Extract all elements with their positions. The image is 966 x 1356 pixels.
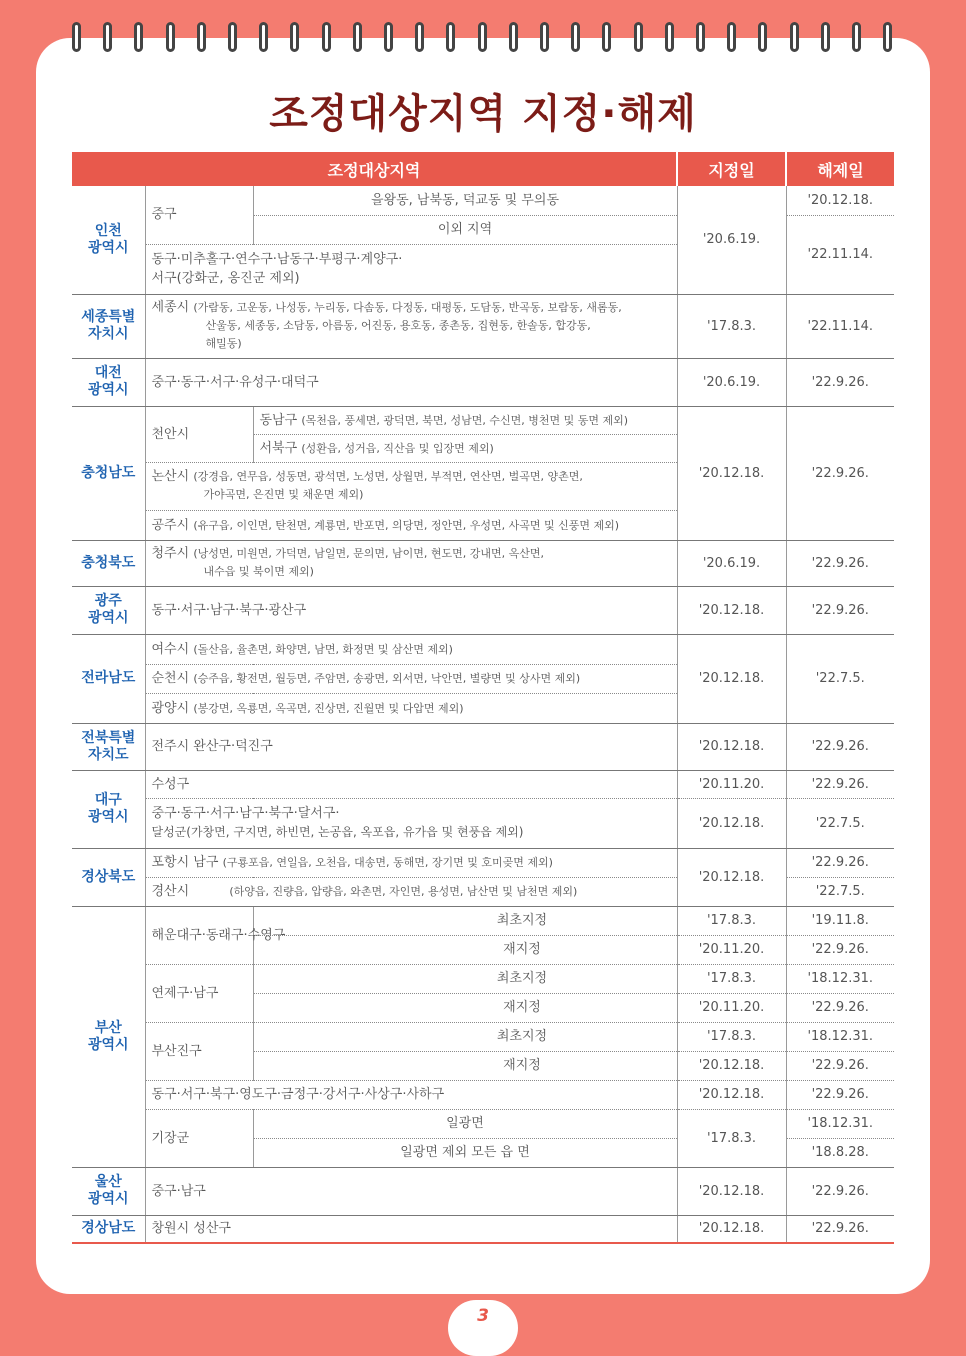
cell-designated: '20.12.18. [677, 1080, 786, 1109]
spiral-binding [72, 22, 902, 56]
cell-sub-area: 최초지정 [253, 1022, 677, 1051]
cell-area: 수성구 [145, 770, 677, 798]
cell-released: '22.7.5. [786, 798, 894, 848]
table-row [72, 634, 894, 664]
region-sejong: 세종특별 자치시 [72, 294, 145, 358]
binding-ring [322, 22, 331, 52]
cell-designated: '20.11.20. [677, 770, 786, 798]
binding-ring [446, 22, 455, 52]
binding-ring [571, 22, 580, 52]
binding-ring [509, 22, 518, 52]
cell-sub-area: 일광면 [253, 1109, 677, 1138]
cell-sub-area: 최초지정 [253, 906, 677, 935]
table-row [72, 1215, 894, 1243]
cell-area: 창원시 성산구 [145, 1215, 677, 1243]
cell-released: '22.9.26. [786, 1051, 894, 1080]
cell-designated: '17.8.3. [677, 294, 786, 358]
region-busan: 부산 광역시 [72, 906, 145, 1167]
region-ulsan: 울산 광역시 [72, 1167, 145, 1215]
cell-released: '22.9.26. [786, 1215, 894, 1243]
binding-ring [540, 22, 549, 52]
cell-designated: '20.6.19. [677, 540, 786, 586]
cell-area: 천안시 [145, 406, 253, 462]
table-row [72, 1022, 894, 1051]
cell-sub-area: 이외 지역 [253, 215, 677, 244]
cell-area: 전주시 완산구·덕진구 [145, 723, 677, 770]
table-row [72, 770, 894, 798]
cell-released: '22.11.14. [786, 294, 894, 358]
table-row [72, 906, 894, 935]
cell-designated: '17.8.3. [677, 964, 786, 993]
binding-ring [883, 22, 892, 52]
cell-released: '22.9.26. [786, 848, 894, 877]
cell-released: '18.12.31. [786, 1022, 894, 1051]
cell-designated: '17.8.3. [677, 1022, 786, 1051]
region-gyeongnam: 경상남도 [72, 1215, 145, 1243]
cell-designated: '20.12.18. [677, 634, 786, 723]
cell-sub-area: 최초지정 [253, 964, 677, 993]
cell-area: 동구·미추홀구·연수구·남동구·부평구·계양구· 서구(강화군, 옹진군 제외) [145, 244, 677, 294]
binding-ring [134, 22, 143, 52]
cell-released: '22.11.14. [786, 215, 894, 294]
binding-ring [415, 22, 424, 52]
table-row [72, 358, 894, 406]
cell-released: '22.9.26. [786, 406, 894, 540]
binding-ring [758, 22, 767, 52]
cell-designated: '20.12.18. [677, 848, 786, 906]
binding-ring [852, 22, 861, 52]
region-daejeon: 대전 광역시 [72, 358, 145, 406]
page-title: 조정대상지역 지정·해제 [269, 91, 697, 137]
cell-released: '18.8.28. [786, 1138, 894, 1167]
cell-released: '22.7.5. [786, 634, 894, 723]
region-jeonnam: 전라남도 [72, 634, 145, 723]
cell-sub-area: 재지정 [253, 1051, 677, 1080]
cell-sub-area: 서북구 (성환읍, 성거읍, 직산읍 및 입장면 제외) [253, 434, 677, 462]
cell-released: '22.9.26. [786, 586, 894, 634]
cell-released: '22.9.26. [786, 993, 894, 1022]
cell-sub-area: 동남구 (목천읍, 풍세면, 광덕면, 북면, 성남면, 수신면, 병천면 및 동면 제외) [253, 406, 677, 434]
cell-designated: '20.6.19. [677, 186, 786, 294]
cell-released: '22.9.26. [786, 540, 894, 586]
cell-area: 중구·남구 [145, 1167, 677, 1215]
cell-sub-area: 을왕동, 남북동, 덕교동 및 무의동 [253, 186, 677, 215]
cell-released: '19.11.8. [786, 906, 894, 935]
cell-designated: '20.12.18. [677, 1051, 786, 1080]
cell-area: 세종시 (가람동, 고운동, 나성동, 누리동, 다솜동, 다정동, 대평동, 도담동, 반곡동, 보람동, 새롬동, 산울동, 세종동, 소담동, 아름동, 어진동, 용호동, 종촌동, 집현동, 한솔동, 합강동, 해밀동) [145, 294, 677, 358]
designation-table [72, 152, 894, 1244]
cell-area: 부산진구 [145, 1022, 253, 1080]
cell-designated: '20.12.18. [677, 723, 786, 770]
cell-designated: '17.8.3. [677, 1109, 786, 1167]
cell-sub-area: 일광면 제외 모든 읍 면 [253, 1138, 677, 1167]
binding-ring [197, 22, 206, 52]
cell-area: 동구·서구·남구·북구·광산구 [145, 586, 677, 634]
page-number: 3 [448, 1300, 518, 1356]
table-row [72, 798, 894, 848]
cell-sub-area: 재지정 [253, 935, 677, 964]
cell-released: '22.7.5. [786, 877, 894, 906]
table-row [72, 1109, 894, 1138]
cell-designated: '17.8.3. [677, 906, 786, 935]
binding-ring [353, 22, 362, 52]
header-designated: 지정일 [677, 152, 786, 186]
region-chungnam: 충청남도 [72, 406, 145, 540]
header-released: 해제일 [786, 152, 894, 186]
cell-area: 경산시 (하양읍, 진량읍, 압량읍, 와촌면, 자인면, 용성면, 남산면 및 남천면 제외) [145, 877, 677, 906]
cell-designated: '20.12.18. [677, 406, 786, 540]
cell-area: 동구·서구·북구·영도구·금정구·강서구·사상구·사하구 [145, 1080, 677, 1109]
table-row [72, 406, 894, 434]
cell-designated: '20.11.20. [677, 993, 786, 1022]
binding-ring [166, 22, 175, 52]
cell-area: 여수시 (돌산읍, 율촌면, 화양면, 남면, 화정면 및 삼산면 제외) [145, 634, 677, 664]
table-row [72, 540, 894, 586]
cell-area: 해운대구·동래구·수영구 [145, 906, 253, 964]
binding-ring [696, 22, 705, 52]
binding-ring [821, 22, 830, 52]
binding-ring [72, 22, 81, 52]
binding-ring [384, 22, 393, 52]
cell-area: 중구·동구·서구·남구·북구·달서구· 달성군(가창면, 구지면, 하빈면, 논공읍, 옥포읍, 유가읍 및 현풍읍 제외) [145, 798, 677, 848]
cell-designated: '20.12.18. [677, 586, 786, 634]
table-row [72, 586, 894, 634]
cell-released: '22.9.26. [786, 770, 894, 798]
binding-ring [727, 22, 736, 52]
cell-area: 연제구·남구 [145, 964, 253, 1022]
binding-ring [290, 22, 299, 52]
cell-designated: '20.6.19. [677, 358, 786, 406]
cell-released: '22.9.26. [786, 1167, 894, 1215]
region-gwangju: 광주 광역시 [72, 586, 145, 634]
table-row [72, 848, 894, 877]
region-daegu: 대구 광역시 [72, 770, 145, 848]
cell-area: 광양시 (봉강면, 옥룡면, 옥곡면, 진상면, 진월면 및 다압면 제외) [145, 693, 677, 723]
cell-released: '22.9.26. [786, 935, 894, 964]
cell-designated: '20.11.20. [677, 935, 786, 964]
cell-released: '22.9.26. [786, 1080, 894, 1109]
region-incheon: 인천 광역시 [72, 186, 145, 294]
table-row [72, 964, 894, 993]
cell-released: '22.9.26. [786, 358, 894, 406]
region-jeonbuk: 전북특별 자치도 [72, 723, 145, 770]
cell-released: '20.12.18. [786, 186, 894, 215]
cell-area: 기장군 [145, 1109, 253, 1167]
cell-area: 포항시 남구 (구룡포읍, 연일읍, 오천읍, 대송면, 동해면, 장기면 및 호미곶면 제외) [145, 848, 677, 877]
cell-released: '18.12.31. [786, 1109, 894, 1138]
table-header [72, 152, 894, 186]
table-row [72, 723, 894, 770]
binding-ring [228, 22, 237, 52]
binding-ring [478, 22, 487, 52]
table-row [72, 1167, 894, 1215]
cell-sub-area: 재지정 [253, 993, 677, 1022]
cell-area: 청주시 (낭성면, 미원면, 가덕면, 남일면, 문의면, 남이면, 현도면, 강내면, 옥산면, 내수읍 및 북이면 제외) [145, 540, 677, 586]
cell-designated: '20.12.18. [677, 1167, 786, 1215]
cell-area: 순천시 (승주읍, 황전면, 월등면, 주암면, 송광면, 외서면, 낙안면, 별량면 및 상사면 제외) [145, 664, 677, 693]
binding-ring [790, 22, 799, 52]
header-region: 조정대상지역 [72, 152, 677, 186]
cell-released: '18.12.31. [786, 964, 894, 993]
cell-area: 중구 [145, 186, 253, 244]
region-chungbuk: 충청북도 [72, 540, 145, 586]
cell-area: 중구·동구·서구·유성구·대덕구 [145, 358, 677, 406]
table-row [72, 294, 894, 358]
binding-ring [259, 22, 268, 52]
cell-released: '22.9.26. [786, 723, 894, 770]
region-gyeongbuk: 경상북도 [72, 848, 145, 906]
cell-designated: '20.12.18. [677, 798, 786, 848]
cell-designated: '20.12.18. [677, 1215, 786, 1243]
binding-ring [665, 22, 674, 52]
cell-area: 논산시 (강경읍, 연무읍, 성동면, 광석면, 노성면, 상월면, 부적면, 연산면, 벌곡면, 양촌면, 가야곡면, 은진면 및 채운면 제외) [145, 462, 677, 510]
binding-ring [634, 22, 643, 52]
binding-ring [103, 22, 112, 52]
binding-ring [602, 22, 611, 52]
table-row [72, 186, 894, 215]
table-row [72, 1080, 894, 1109]
cell-area: 공주시 (유구읍, 이인면, 탄천면, 계룡면, 반포면, 의당면, 정안면, 우성면, 사곡면 및 신풍면 제외) [145, 510, 677, 540]
